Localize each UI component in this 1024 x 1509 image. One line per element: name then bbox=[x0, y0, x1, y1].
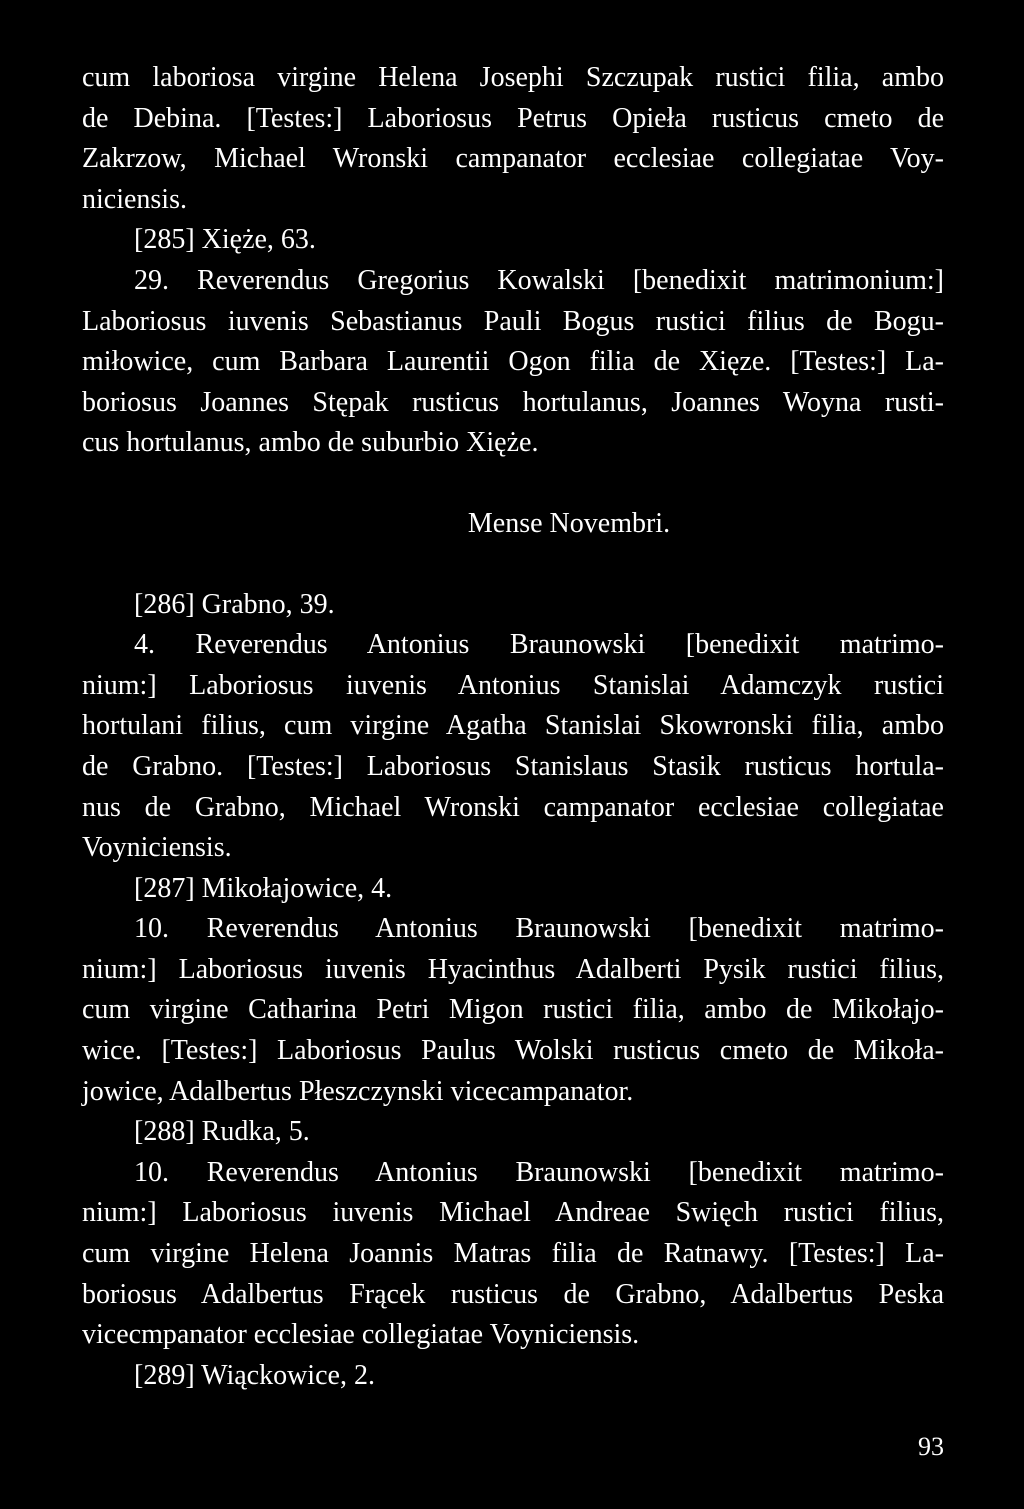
text-line: cus hortulanus, ambo de suburbio Xiężе. bbox=[82, 427, 539, 459]
text-line: cum virgine Catharina Petri Migon rustici filia, ambo de Mikołajo- bbox=[82, 994, 944, 1026]
paragraph bbox=[82, 261, 944, 464]
text-line: jowice, Adalbertus Płeszczynski vicecampanator. bbox=[82, 1075, 634, 1107]
text-line: Laboriosus iuvenis Sebastianus Pauli Bogus rustici filius de Bogu- bbox=[82, 305, 944, 337]
text-line: 10. Reverendus Antonius Braunowski [benedixit matrimo- bbox=[134, 1156, 944, 1188]
text-line: nium:] Laboriosus iuvenis Michael Andreae Swięch rustici filius, bbox=[82, 1197, 944, 1229]
text-line: boriosus Adalbertus Frącek rusticus de Grabno, Adalbertus Peska bbox=[82, 1278, 944, 1310]
text-line: 10. Reverendus Antonius Braunowski [benedixit matrimo- bbox=[134, 913, 944, 945]
paragraph bbox=[82, 58, 944, 220]
text-line: niciensis. bbox=[82, 183, 187, 215]
text-line: wice. [Testes:] Laboriosus Paulus Wolski rusticus cmeto de Mikoła- bbox=[82, 1035, 944, 1067]
text-line: de Debina. [Testes:] Laboriosus Petrus Opieła rusticus cmeto de bbox=[82, 102, 944, 134]
text-line: Voyniciensis. bbox=[82, 832, 232, 864]
text-body bbox=[82, 58, 944, 1396]
text-line: nus de Grabno, Michael Wronski campanator ecclesiae collegiatae bbox=[82, 791, 944, 823]
text-line: cum virgine Helena Joannis Matras filia de Ratnawy. [Testes:] La- bbox=[82, 1238, 944, 1270]
document-page bbox=[82, 58, 944, 1396]
month-heading: Mense Novembri. bbox=[467, 507, 671, 539]
paragraph bbox=[82, 625, 944, 869]
record-heading: [287] Mikołajowice, 4. bbox=[134, 872, 393, 904]
text-line: Zakrzow, Michael Wronski campanator ecclesiae collegiatae Voy- bbox=[82, 143, 944, 175]
text-line: nium:] Laboriosus iuvenis Antonius Stanislai Adamczyk rustici bbox=[82, 669, 944, 701]
paragraph bbox=[82, 909, 944, 1112]
text-line: 29. Reverendus Gregorius Kowalski [benedixit matrimonium:] bbox=[134, 264, 944, 296]
text-line: hortulani filius, cum virgine Agatha Stanislai Skowronski filia, ambo bbox=[82, 710, 944, 742]
page-number: 93 bbox=[918, 1432, 944, 1461]
record-heading: [289] Wiąckowice, 2. bbox=[134, 1359, 375, 1391]
record-heading: [288] Rudka, 5. bbox=[134, 1116, 310, 1148]
text-line: cum laboriosa virgine Helena Josephi Szczupak rustici filia, ambo bbox=[82, 62, 944, 93]
paragraph bbox=[82, 1153, 944, 1356]
text-line: vicecmpanator ecclesiae collegiatae Voyniciensis. bbox=[82, 1319, 640, 1351]
text-line: 4. Reverendus Antonius Braunowski [benedixit matrimo- bbox=[134, 629, 944, 661]
record-heading: [286] Grabno, 39. bbox=[134, 588, 335, 620]
text-line: de Grabno. [Testes:] Laboriosus Stanislaus Stasik rusticus hortula- bbox=[82, 750, 944, 782]
text-line: boriosus Joannes Stępak rusticus hortulanus, Joannes Woyna rusti- bbox=[82, 386, 944, 418]
text-line: nium:] Laboriosus iuvenis Hyacinthus Adalberti Pysik rustici filius, bbox=[82, 953, 944, 985]
record-heading: [285] Xiężе, 63. bbox=[134, 224, 316, 256]
text-line: miłowice, cum Barbara Laurentii Ogon filia de Xięze. [Testes:] La- bbox=[82, 346, 944, 378]
